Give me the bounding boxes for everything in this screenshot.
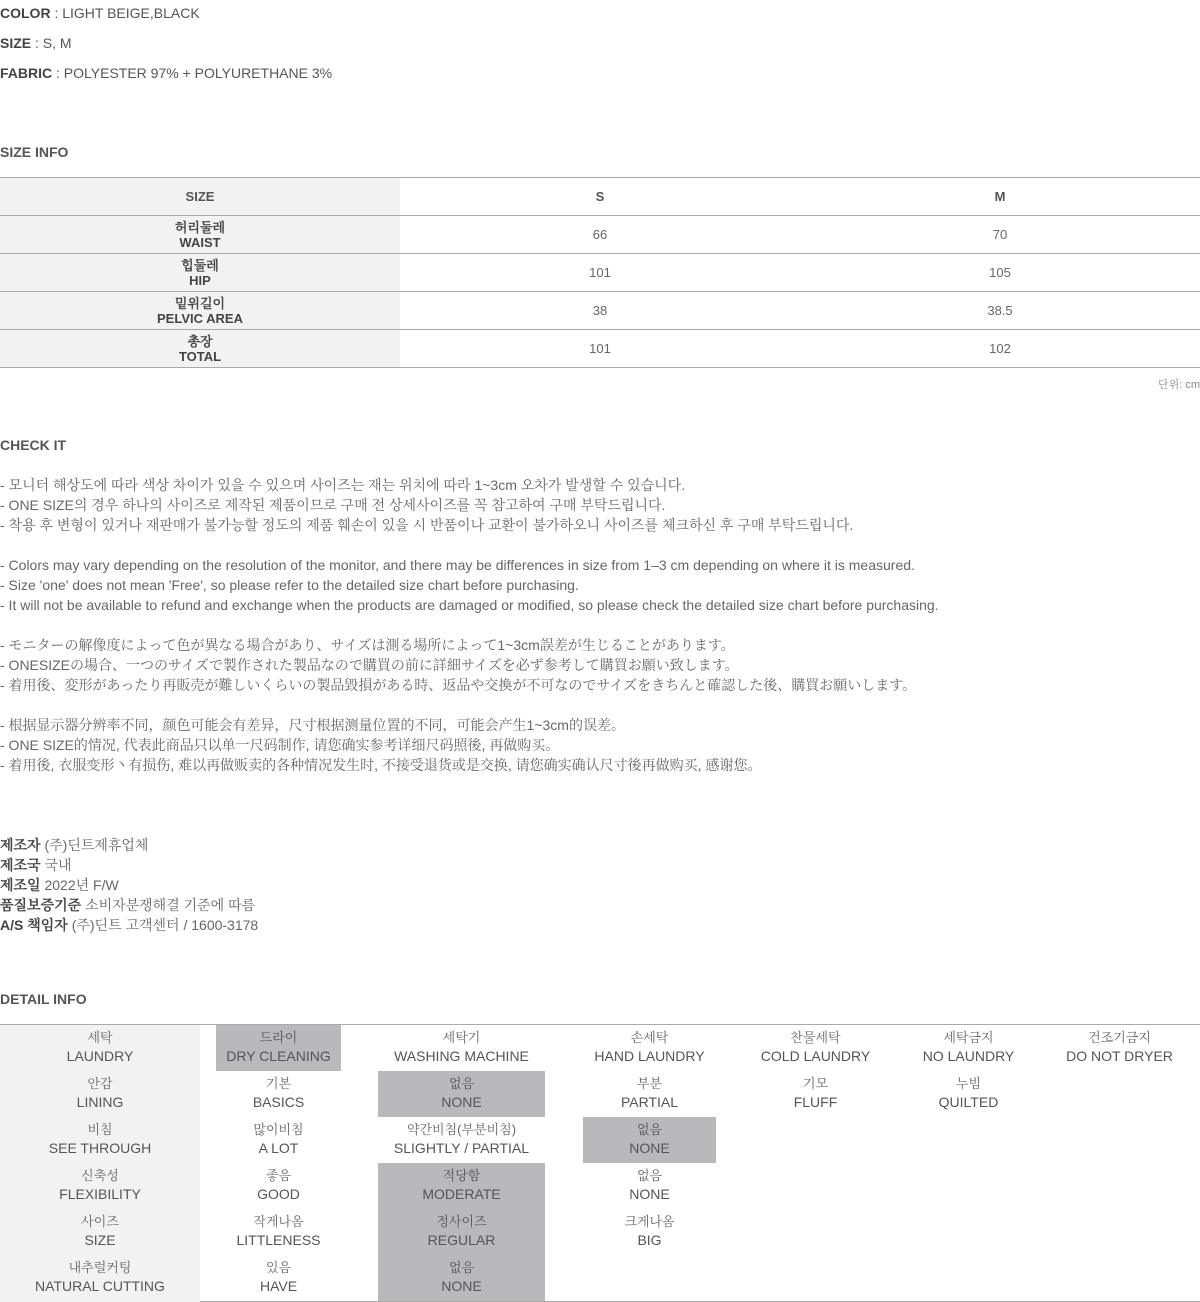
detail-option-selected [216,1025,341,1071]
detail-option-ko: 없음 [636,1168,663,1183]
note-ja: - モニターの解像度によって色が異なる場合があり、サイズは測る場所によって1~3cm誤差が生じることがあります。 [0,637,735,653]
note-ja: - ONESIZEの場合、一つのサイズで製作された製品なので購買の前に詳細サイズを必ず参考して購買お願い致します。 [0,657,739,673]
detail-option-en: BASICS [252,1094,305,1110]
detail-option-en: A LOT [258,1140,299,1156]
detail-option-en: DO NOT DRYER [1066,1048,1173,1064]
mfg-row [0,835,258,855]
row-label-en: TOTAL [178,348,222,364]
detail-label-ko: 세탁 [87,1030,113,1045]
detail-option-ko: 크게나옴 [624,1214,675,1229]
detail-option-ko: 드라이 [259,1030,298,1045]
cell-s: 38 [400,292,800,330]
detail-option-ko: 기본 [265,1076,292,1091]
detail-option-selected [378,1255,545,1301]
detail-option [745,1025,886,1071]
mfg-value: 국내 [40,857,72,873]
size-header-label: SIZE [0,178,400,216]
check-it-title: CHECK IT [0,437,67,453]
size-table-header [0,178,1200,216]
detail-label-ko: 안감 [87,1076,113,1091]
detail-info-title: DETAIL INFO [0,991,87,1007]
row-label-ko: 허리둘레 [174,219,226,235]
detail-option-en: PARTIAL [620,1094,679,1110]
detail-label-en: LINING [76,1094,124,1110]
detail-option-ko: 없음 [448,1260,475,1275]
detail-option-selected [378,1209,545,1255]
size-table [0,177,1200,368]
mfg-row [0,855,258,875]
size-header-m: M [800,178,1200,216]
mfg-value: 2022년 F/W [40,877,119,893]
note-zh: - 根据显示器分辨率不同，颜色可能会有差异，尺寸根据测量位置的不同，可能会产生1~3cm的误差。 [0,717,625,733]
mfg-key: A/S 책임자 [0,917,68,933]
row-label-en: HIP [189,272,211,288]
row-label-ko: 힙둘레 [181,257,219,273]
detail-info-grid [0,1024,1200,1302]
detail-label-ko: 신축성 [81,1168,119,1183]
detail-label-ko: 비침 [87,1122,113,1137]
detail-option-ko: 작게나옴 [253,1214,304,1229]
spec-color-key: COLOR [0,5,51,21]
table-row [0,216,1200,254]
detail-option-ko: 세탁금지 [943,1030,994,1045]
detail-option-en: MODERATE [422,1186,501,1202]
detail-option-en: HAVE [259,1278,298,1294]
note-ja: - 着用後、変形があったり再販売が難しいくらいの製品毀損がある時、返品や交換が不可なのでサイズをきちんと確認した後、購買お願いします。 [0,677,917,693]
detail-option-ko: 정사이즈 [436,1214,487,1229]
note-en: - Colors may vary depending on the resolution of the monitor, and there may be differences in size from 1–3 cm depending on where it is measured. [0,557,915,573]
detail-option-ko: 기모 [802,1076,829,1091]
detail-option-ko: 적당함 [442,1168,481,1183]
table-row [0,292,1200,330]
detail-option-selected [583,1117,716,1163]
row-label [0,292,400,330]
detail-option-selected [378,1163,545,1209]
mfg-row [0,895,258,915]
spec-fabric [0,65,332,81]
detail-option [1040,1025,1199,1071]
detail-option [378,1117,545,1163]
mfg-value: (주)딘트제휴업체 [40,837,149,853]
cell-m: 38.5 [800,292,1200,330]
detail-option-en: WASHING MACHINE [394,1048,529,1064]
unit-label: 단위: cm [1157,379,1200,391]
detail-option-en: REGULAR [427,1232,496,1248]
detail-label [0,1163,200,1209]
spec-color [0,5,200,21]
detail-option [216,1117,341,1163]
mfg-value: 소비자분쟁해결 기준에 따름 [81,897,256,913]
manufacturer-info [0,835,258,935]
detail-option-en: NONE [629,1140,670,1156]
spec-fabric-value: : POLYESTER 97% + POLYURETHANE 3% [56,65,333,81]
mfg-value: (주)딘트 고객센터 / 1600-3178 [67,917,259,933]
detail-label-en: NATURAL CUTTING [35,1278,165,1294]
detail-option [378,1025,545,1071]
cell-m: 102 [800,330,1200,368]
mfg-row [0,915,258,935]
detail-option-en: BIG [637,1232,662,1248]
detail-label-en: SIZE [84,1232,116,1248]
row-label [0,216,400,254]
note-zh: - 着用後, 衣服变形丶有损伤, 难以再做贩卖的各种情况发生时, 不接受退货或是交换, 请您确实确认尺寸後再做购买, 感谢您。 [0,757,762,773]
detail-option-en: GOOD [257,1186,300,1202]
detail-option [583,1163,716,1209]
detail-label [0,1209,200,1255]
mfg-key: 제조국 [0,857,41,873]
detail-option [216,1163,341,1209]
cell-m: 105 [800,254,1200,292]
detail-option-selected [378,1071,545,1117]
detail-option-en: NONE [629,1186,670,1202]
table-row [0,330,1200,368]
detail-option [216,1255,341,1301]
detail-option-en: NONE [441,1278,482,1294]
detail-label-en: FLEXIBILITY [59,1186,141,1202]
detail-option-ko: 세탁기 [442,1030,481,1045]
detail-option-ko: 좋음 [265,1168,292,1183]
detail-option-ko: 찬물세탁 [790,1030,841,1045]
spec-size [0,35,72,51]
cell-s: 101 [400,254,800,292]
row-label [0,254,400,292]
detail-option-ko: 있음 [265,1260,292,1275]
spec-size-key: SIZE [0,35,32,51]
detail-option [583,1209,716,1255]
mfg-key: 품질보증기준 [0,897,82,913]
detail-option-ko: 누빔 [955,1076,982,1091]
spec-color-value: : LIGHT BEIGE,BLACK [54,5,200,21]
detail-option-ko: 약간비침(부분비침) [406,1122,517,1137]
row-label-ko: 총장 [187,333,213,349]
row-label-ko: 밑위길이 [174,295,226,311]
detail-option [900,1071,1037,1117]
detail-option-en: NONE [441,1094,482,1110]
detail-option-en: SLIGHTLY / PARTIAL [393,1140,530,1156]
mfg-row [0,875,258,895]
note-ko: - 착용 후 변형이 있거나 재판매가 불가능할 정도의 제품 훼손이 있을 시 반품이나 교환이 불가하오니 사이즈를 체크하신 후 구매 부탁드립니다. [0,517,854,533]
size-info-title: SIZE INFO [0,144,69,160]
cell-s: 101 [400,330,800,368]
cell-s: 66 [400,216,800,254]
size-header-s: S [400,178,800,216]
detail-option-ko: 손세탁 [630,1030,669,1045]
detail-option-en: LITTLENESS [236,1232,321,1248]
detail-option-ko: 많이비침 [253,1122,304,1137]
note-ko: - ONE SIZE의 경우 하나의 사이즈로 제작된 제품이므로 구매 전 상세사이즈를 꼭 참고하여 구매 부탁드립니다. [0,497,666,513]
spec-fabric-key: FABRIC [0,65,53,81]
note-zh: - ONE SIZE的情况, 代表此商品只以单一尺码制作, 请您确实参考详细尺码照後, 再做购买。 [0,737,560,753]
row-label [0,330,400,368]
detail-option-en: QUILTED [938,1094,999,1110]
detail-label-en: LAUNDRY [66,1048,134,1064]
detail-option-ko: 없음 [636,1122,663,1137]
detail-option-en: HAND LAUNDRY [594,1048,705,1064]
detail-label-ko: 내추럴커팅 [68,1260,132,1275]
detail-option-en: DRY CLEANING [226,1048,331,1064]
detail-option-en: FLUFF [793,1094,838,1110]
detail-option [216,1071,341,1117]
detail-label [0,1071,200,1117]
detail-label [0,1117,200,1163]
detail-option-ko: 건조기금지 [1088,1030,1151,1045]
row-label-en: PELVIC AREA [157,310,243,326]
detail-option-ko: 없음 [448,1076,475,1091]
note-en: - It will not be available to refund and exchange when the products are damaged or modified, so please check the detailed size chart before purchasing. [0,597,939,613]
detail-option-ko: 부분 [636,1076,663,1091]
check-it-notes [0,475,939,775]
detail-label-en: SEE THROUGH [48,1140,152,1156]
detail-option [216,1209,341,1255]
detail-option [745,1071,886,1117]
row-label-en: WAIST [179,234,221,250]
detail-option [583,1071,716,1117]
detail-option [583,1025,716,1071]
cell-m: 70 [800,216,1200,254]
detail-option-en: NO LAUNDRY [922,1048,1015,1064]
note-ko: - 모니터 해상도에 따라 색상 차이가 있을 수 있으며 사이즈는 재는 위치에 따라 1~3cm 오차가 발생할 수 있습니다. [0,477,686,493]
spec-size-value: : S, M [35,35,72,51]
note-en: - Size 'one' does not mean 'Free', so please refer to the detailed size chart before purchasing. [0,577,579,593]
detail-label-ko: 사이즈 [81,1214,119,1229]
detail-label [0,1255,200,1302]
table-row [0,254,1200,292]
mfg-key: 제조자 [0,837,41,853]
detail-option [900,1025,1037,1071]
detail-option-en: COLD LAUNDRY [760,1048,871,1064]
mfg-key: 제조일 [0,877,41,893]
detail-label [0,1025,200,1071]
